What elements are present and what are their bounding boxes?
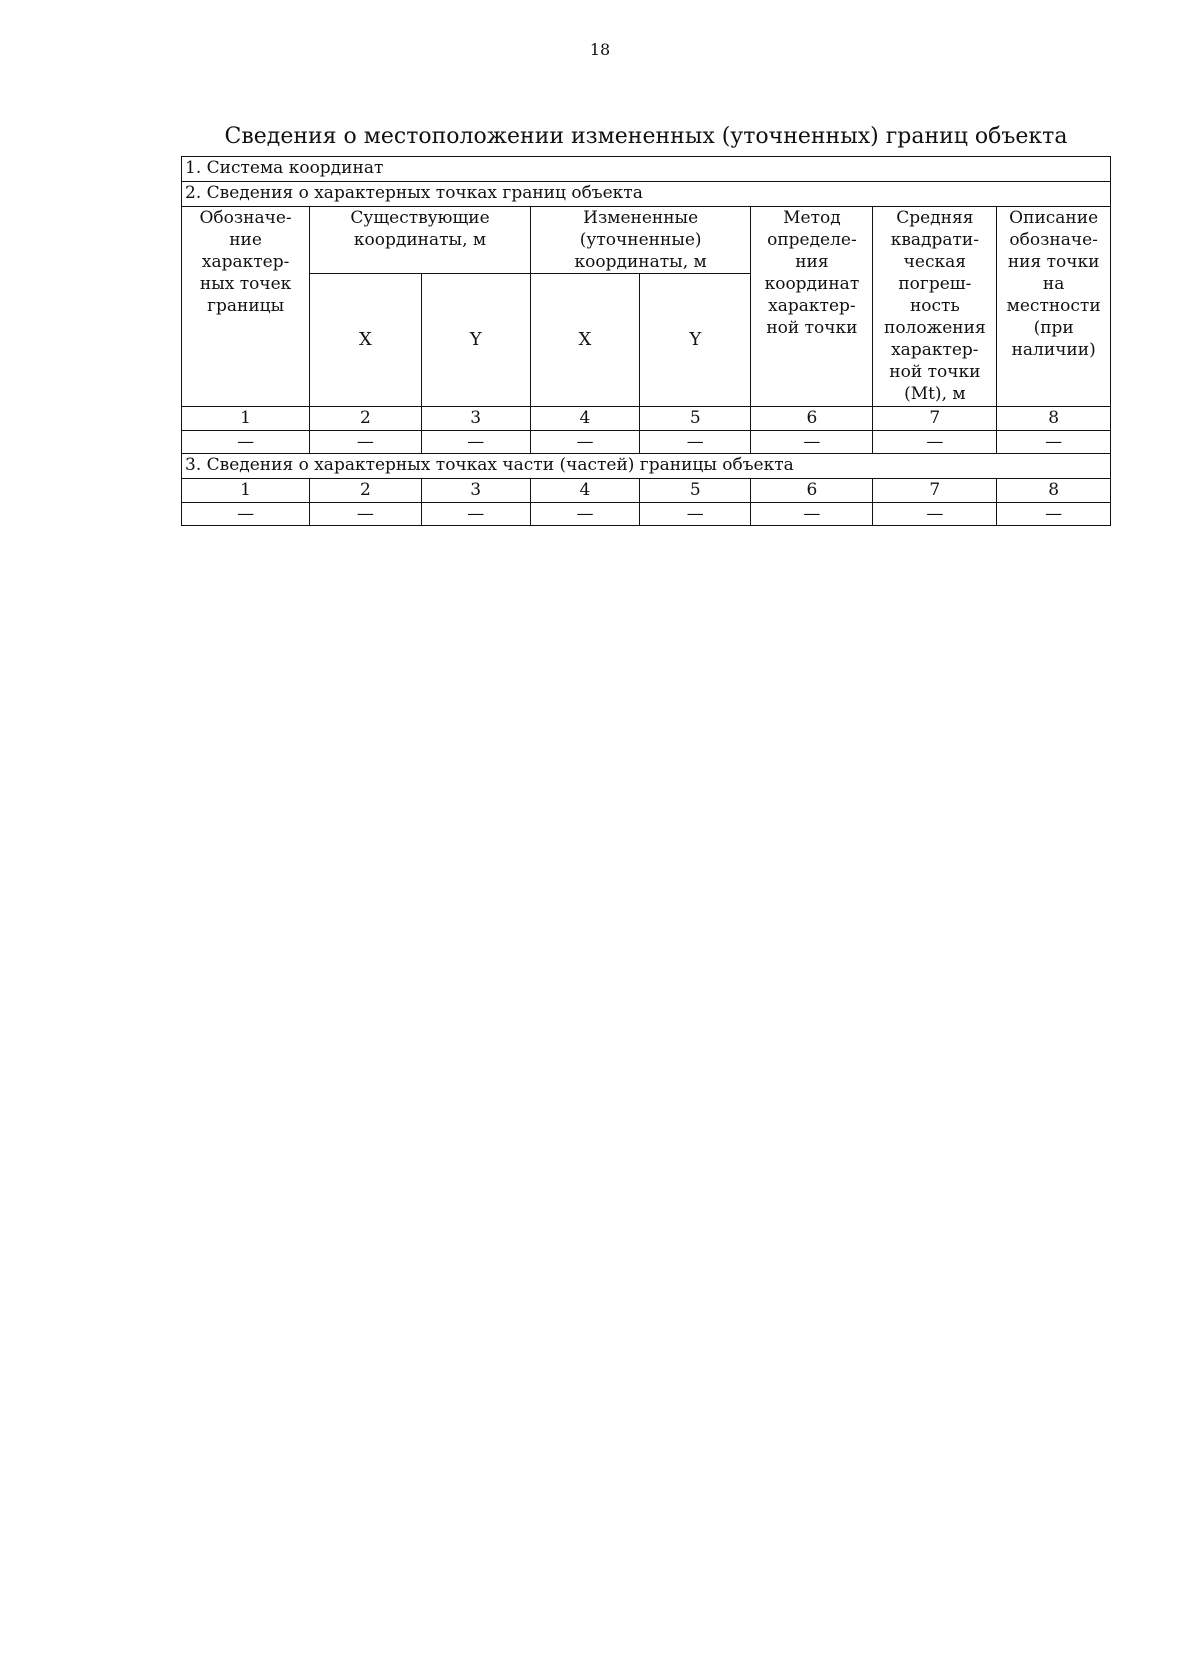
column-number-row bbox=[182, 479, 1111, 503]
column-number: 2 bbox=[310, 407, 421, 431]
column-number: 2 bbox=[310, 479, 421, 503]
table-cell: — bbox=[310, 503, 421, 526]
table-cell: — bbox=[182, 503, 310, 526]
table-cell: — bbox=[421, 503, 530, 526]
table-cell: — bbox=[310, 431, 421, 454]
table-cell: — bbox=[751, 431, 873, 454]
header-existing-coords: Существующие координаты, м bbox=[310, 207, 531, 274]
table-cell: — bbox=[421, 431, 530, 454]
boundary-points-table bbox=[181, 156, 1111, 526]
column-number: 5 bbox=[640, 407, 751, 431]
column-number: 5 bbox=[640, 479, 751, 503]
column-number: 3 bbox=[421, 479, 530, 503]
header-mean-square-error: Средняя квадрати- ческая погреш- ность положения характер- ной точки (Mt), м bbox=[873, 207, 997, 407]
table-cell: — bbox=[530, 503, 639, 526]
table-row bbox=[182, 431, 1111, 454]
table-cell: — bbox=[530, 431, 639, 454]
table-cell: — bbox=[997, 431, 1111, 454]
section-3-label: 3. Сведения о характерных точках части (частей) границы объекта bbox=[182, 454, 1111, 479]
column-number-row bbox=[182, 407, 1111, 431]
page-number: 18 bbox=[589, 40, 611, 59]
column-number: 6 bbox=[751, 479, 873, 503]
header-designation: Обозначе- ние характер- ных точек границы bbox=[182, 207, 310, 407]
section-row bbox=[182, 454, 1111, 479]
section-row bbox=[182, 157, 1111, 182]
header-description: Описание обозначе- ния точки на местности (при наличии) bbox=[997, 207, 1111, 407]
table-cell: — bbox=[640, 503, 751, 526]
table-cell: — bbox=[751, 503, 873, 526]
column-number: 1 bbox=[182, 407, 310, 431]
column-number: 8 bbox=[997, 407, 1111, 431]
table-row bbox=[182, 503, 1111, 526]
section-1-label: 1. Система координат bbox=[182, 157, 1111, 182]
header-existing-x: X bbox=[310, 274, 421, 407]
table-cell: — bbox=[873, 431, 997, 454]
column-number: 8 bbox=[997, 479, 1111, 503]
column-number: 7 bbox=[873, 479, 997, 503]
column-number: 6 bbox=[751, 407, 873, 431]
header-row bbox=[182, 207, 1111, 274]
header-changed-x: X bbox=[530, 274, 639, 407]
header-existing-y: Y bbox=[421, 274, 530, 407]
column-number: 4 bbox=[530, 479, 639, 503]
section-row bbox=[182, 182, 1111, 207]
column-number: 1 bbox=[182, 479, 310, 503]
table-cell: — bbox=[182, 431, 310, 454]
table-cell: — bbox=[873, 503, 997, 526]
header-method: Метод определе- ния координат характер- ной точки bbox=[751, 207, 873, 407]
table-cell: — bbox=[997, 503, 1111, 526]
document-title: Сведения о местоположении измененных (уточненных) границ объекта bbox=[224, 124, 1068, 149]
header-changed-coords: Измененные (уточненные) координаты, м bbox=[530, 207, 751, 274]
header-changed-y: Y bbox=[640, 274, 751, 407]
section-2-label: 2. Сведения о характерных точках границ объекта bbox=[182, 182, 1111, 207]
column-number: 7 bbox=[873, 407, 997, 431]
column-number: 3 bbox=[421, 407, 530, 431]
table-cell: — bbox=[640, 431, 751, 454]
column-number: 4 bbox=[530, 407, 639, 431]
